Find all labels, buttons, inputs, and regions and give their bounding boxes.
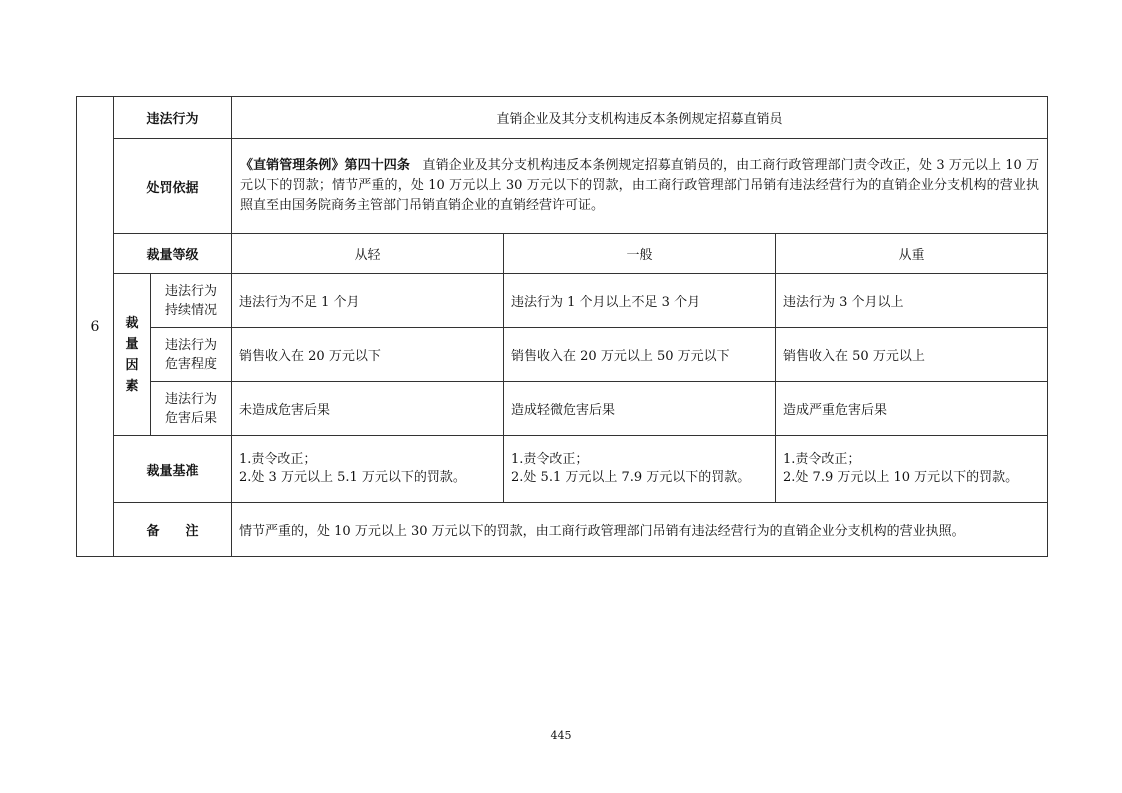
benchmark-cell — [232, 436, 504, 503]
benchmark-label: 裁量基准 — [114, 436, 232, 503]
factor-cell: 造成轻微危害后果 — [504, 382, 776, 436]
benchmark-cell — [776, 436, 1048, 503]
benchmark-line: 2.处 7.9 万元以上 10 万元以下的罚款。 — [783, 470, 1019, 485]
factor-cell: 销售收入在 20 万元以上 50 万元以下 — [504, 328, 776, 382]
remarks-row — [77, 503, 1048, 557]
factor-cell: 违法行为 1 个月以上不足 3 个月 — [504, 274, 776, 328]
remarks-text: 情节严重的，处 10 万元以上 30 万元以下的罚款，由工商行政管理部门吊销有违法经营行为的直销企业分支机构的营业执照。 — [232, 503, 1048, 557]
basis-text: 直销企业及其分支机构违反本条例规定招募直销员的，由工商行政管理部门责令改正，处 3 万元以上 10 万元以下的罚款；情节严重的，处 10 万元以上 30 万元以下的罚款，由工商行政管理部门吊销有违法经营行为的直销企业分支机构的营业执照直至由国务院商务主管部门吊销直销企业的直销经营许可证。 — [240, 158, 1040, 213]
benchmark-line: 1.责令改正； — [239, 452, 317, 467]
factors-label: 裁量因素 — [114, 274, 151, 436]
row-number: 6 — [77, 97, 114, 557]
remarks-label: 备 注 — [114, 503, 232, 557]
factor-cell: 销售收入在 20 万元以下 — [232, 328, 504, 382]
factor-cell: 违法行为不足 1 个月 — [232, 274, 504, 328]
level-lenient: 从轻 — [232, 234, 504, 274]
factor-name: 违法行为持续情况 — [151, 274, 232, 328]
benchmark-row — [77, 436, 1048, 503]
levels-row — [77, 234, 1048, 274]
factor-row — [77, 274, 1048, 328]
factor-name: 违法行为危害后果 — [151, 382, 232, 436]
benchmark-line: 2.处 3 万元以上 5.1 万元以下的罚款。 — [239, 470, 466, 485]
violation-label: 违法行为 — [114, 97, 232, 139]
factor-cell: 销售收入在 50 万元以上 — [776, 328, 1048, 382]
basis-content — [232, 139, 1048, 234]
penalty-discretion-table — [76, 96, 1048, 557]
basis-row — [77, 139, 1048, 234]
benchmark-cell — [504, 436, 776, 503]
benchmark-line: 1.责令改正； — [511, 452, 589, 467]
violation-row — [77, 97, 1048, 139]
benchmark-line: 1.责令改正； — [783, 452, 861, 467]
violation-value: 直销企业及其分支机构违反本条例规定招募直销员 — [232, 97, 1048, 139]
levels-label: 裁量等级 — [114, 234, 232, 274]
factor-row — [77, 382, 1048, 436]
factor-row — [77, 328, 1048, 382]
basis-label: 处罚依据 — [114, 139, 232, 234]
basis-article: 《直销管理条例》第四十四条 — [240, 158, 410, 173]
factor-name: 违法行为危害程度 — [151, 328, 232, 382]
page-number: 445 — [550, 729, 572, 742]
benchmark-line: 2.处 5.1 万元以上 7.9 万元以下的罚款。 — [511, 470, 751, 485]
level-severe: 从重 — [776, 234, 1048, 274]
level-general: 一般 — [504, 234, 776, 274]
factor-cell: 违法行为 3 个月以上 — [776, 274, 1048, 328]
factor-cell: 未造成危害后果 — [232, 382, 504, 436]
factor-cell: 造成严重危害后果 — [776, 382, 1048, 436]
